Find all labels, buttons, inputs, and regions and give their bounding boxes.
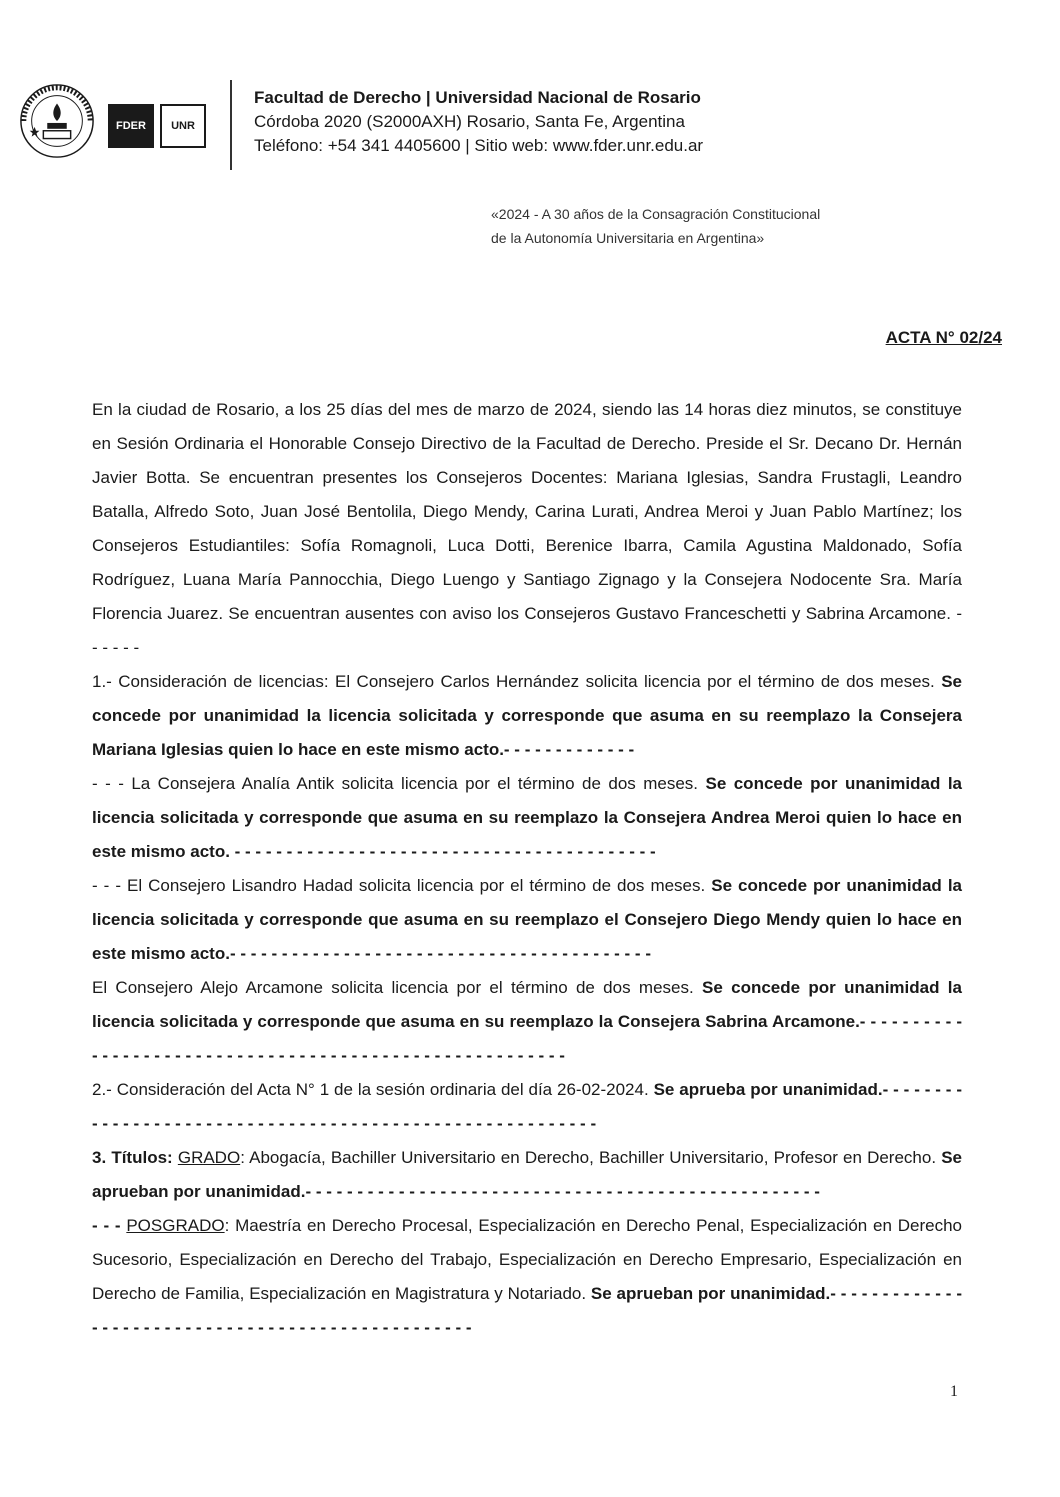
institution-name: Facultad de Derecho | Universidad Nacional de Rosario xyxy=(254,88,701,107)
year-motto xyxy=(491,202,820,250)
motto-line-2: de la Autonomía Universitaria en Argentina» xyxy=(491,230,765,246)
item-3b-paragraph xyxy=(92,1209,962,1345)
minutes-body xyxy=(92,393,962,1345)
item-2-text: 2.- Consideración del Acta N° 1 de la sesión ordinaria del día 26-02-2024. xyxy=(92,1080,654,1099)
item-1c-text: - - - El Consejero Lisandro Hadad solicita licencia por el término de dos meses. xyxy=(92,876,712,895)
item-3b-resolution: Se aprueban por unanimidad.- - - - - - - - - - - - - - - - - - - - - - - - - - - - - - - - - - - - - - - - - - - - - - - - - - xyxy=(92,1284,962,1337)
institution-block xyxy=(254,86,703,158)
item-1b-resolution: Se concede por unanimidad la licencia solicitada y corresponde que asuma en su reemplazo la Consejera Andrea Meroi quien lo hace en este mismo acto. - - - - - - - - - - - - - - - - - - - - - - - - - - - - - - - - - - - - - - - - - xyxy=(92,774,962,861)
item-1d-resolution: Se concede por unanimidad la licencia solicitada y corresponde que asuma en su reemplazo la Consejera Sabrina Arcamone.- - - - - - - - - - - - - - - - - - - - - - - - - - - - - - - - - - - - - - - - - - - - - - - - - - - - - - - - xyxy=(92,978,962,1065)
item-3-label: 3. Títulos: xyxy=(92,1148,178,1167)
grado-label: GRADO xyxy=(177,1148,241,1167)
item-1d-text: El Consejero Alejo Arcamone solicita licencia por el término de dos meses. xyxy=(92,978,703,997)
item-3b-text: : Maestría en Derecho Procesal, Especialización en Derecho Penal, Especialización en Derecho Sucesorio, Especialización en Derecho del Trabajo, Especialización en Derecho Empresario, Especialización en Derecho de Familia, Especialización en Magistratura y Notariado. xyxy=(92,1216,962,1303)
page-number: 1 xyxy=(950,1383,958,1400)
item-1-text: 1.- Consideración de licencias: El Consejero Carlos Hernández solicita licencia por el término de dos meses. xyxy=(92,672,942,691)
acta-title: ACTA N° 02/24 xyxy=(885,328,1002,347)
item-1-paragraph xyxy=(92,665,962,767)
item-1b-paragraph xyxy=(92,767,962,869)
header-divider xyxy=(230,80,232,170)
university-seal-logo xyxy=(18,82,96,160)
item-1c-resolution: Se concede por unanimidad la licencia solicitada y corresponde que asuma en su reemplazo el Consejero Diego Mendy quien lo hace en este mismo acto.- - - - - - - - - - - - - - - - - - - - - - - - - - - - - - - - - - - - - - - - - xyxy=(92,876,962,963)
item-2-resolution: Se aprueba por unanimidad.- - - - - - - - - - - - - - - - - - - - - - - - - - - - - - - - - - - - - - - - - - - - - - - - - - - - - - - - - xyxy=(92,1080,963,1133)
item-1-resolution: Se concede por unanimidad la licencia solicitada y corresponde que asuma en su reemplazo la Consejera Mariana Iglesias quien lo hace en este mismo acto.- - - - - - - - - - - - - xyxy=(92,672,962,759)
institution-address: Córdoba 2020 (S2000AXH) Rosario, Santa Fe, Argentina xyxy=(254,112,685,131)
intro-paragraph: En la ciudad de Rosario, a los 25 días del mes de marzo de 2024, siendo las 14 horas diez minutos, se constituye en Sesión Ordinaria el Honorable Consejo Directivo de la Facultad de Derecho. Preside el Sr. Decano Dr. Hernán Javier Botta. Se encuentran presentes los Consejeros Docentes: Mariana Iglesias, Sandra Frustagli, Leandro Batalla, Alfredo Soto, Juan José Bentolila, Diego Mendy, Carina Lurati, Andrea Meroi y Juan Pablo Martínez; los Consejeros Estudiantiles: Sofía Romagnoli, Luca Dotti, Berenice Ibarra, Camila Agustina Maldonado, Sofía Rodríguez, Luana María Pannocchia, Diego Luengo y Santiago Zignago y la Consejera Nodocente Sra. María Florencia Juarez. Se encuentran ausentes con aviso los Consejeros Gustavo Franceschetti y Sabrina Arcamone. - - - - - - xyxy=(92,400,962,657)
item-3b-dash: - - - xyxy=(92,1216,127,1235)
fder-logo: FDER xyxy=(108,104,154,148)
item-1d-paragraph xyxy=(92,971,962,1073)
letterhead xyxy=(0,0,1060,180)
item-3-resolution: Se aprueban por unanimidad.- - - - - - - - - - - - - - - - - - - - - - - - - - - - - - - - - - - - - - - - - - - - - - - - - - xyxy=(92,1148,962,1201)
item-1b-text: - - - La Consejera Analía Antik solicita licencia por el término de dos meses. xyxy=(92,774,706,793)
item-1c-paragraph xyxy=(92,869,962,971)
item-3-text: : Abogacía, Bachiller Universitario en Derecho, Bachiller Universitario, Profesor en Derecho. xyxy=(240,1148,942,1167)
motto-line-1: «2024 - A 30 años de la Consagración Constitucional xyxy=(491,206,821,222)
item-3-paragraph xyxy=(92,1141,962,1209)
posgrado-label: POSGRADO xyxy=(126,1216,225,1235)
institution-contact: Teléfono: +54 341 4405600 | Sitio web: www.fder.unr.edu.ar xyxy=(254,136,704,155)
unr-logo: UNR xyxy=(160,104,206,148)
item-2-paragraph xyxy=(92,1073,962,1141)
